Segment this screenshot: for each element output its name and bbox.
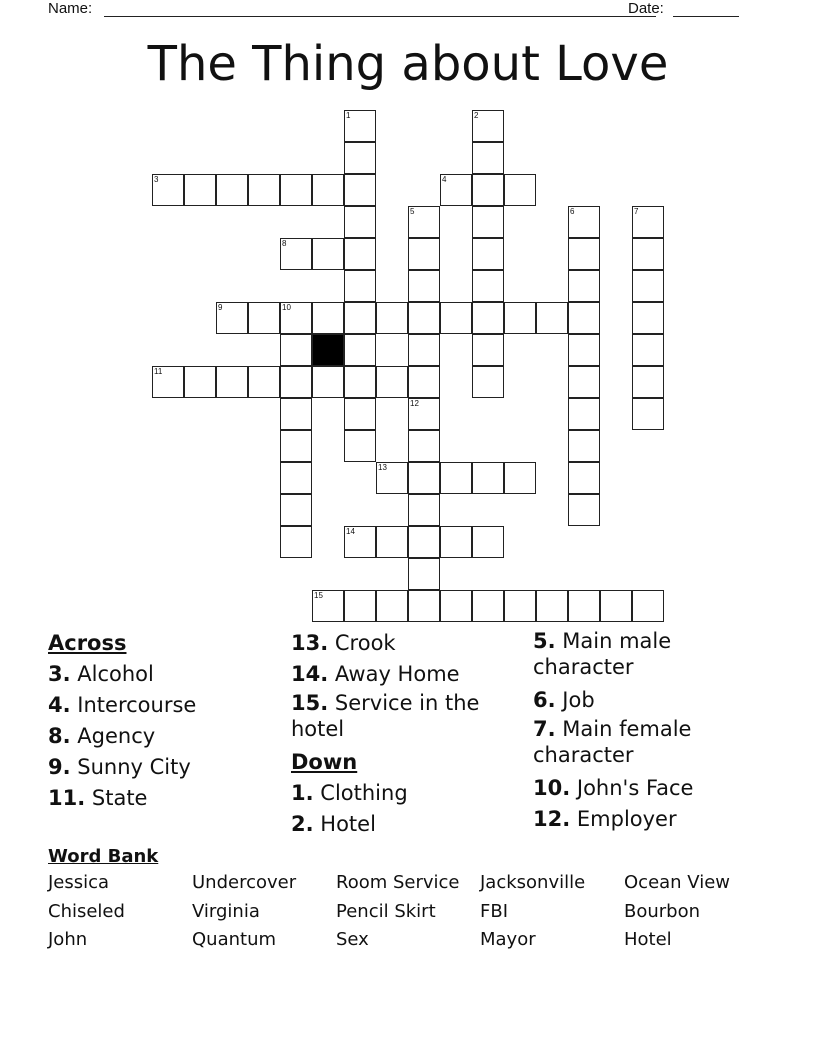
- word-bank-item: Hotel: [624, 929, 672, 950]
- crossword-cell[interactable]: [408, 206, 440, 238]
- crossword-cell[interactable]: [152, 174, 184, 206]
- crossword-cell[interactable]: [344, 142, 376, 174]
- crossword-cell[interactable]: [632, 366, 664, 398]
- crossword-cell[interactable]: [344, 302, 376, 334]
- crossword-cell[interactable]: [344, 366, 376, 398]
- clue-down-5: 5. Main male character: [533, 629, 672, 679]
- crossword-cell[interactable]: [472, 174, 504, 206]
- clue-across-3: 3. Alcohol: [48, 662, 154, 686]
- crossword-cell[interactable]: [312, 174, 344, 206]
- word-bank-item: Pencil Skirt: [336, 900, 436, 922]
- clue-number: 4: [442, 175, 447, 184]
- crossword-cell[interactable]: [472, 206, 504, 238]
- name-label: Name:: [48, 0, 93, 17]
- crossword-cell[interactable]: [280, 302, 312, 334]
- crossword-cell[interactable]: [408, 334, 440, 366]
- crossword-cell[interactable]: [408, 366, 440, 398]
- clue-down-12: 12. Employer: [533, 807, 677, 831]
- crossword-cell[interactable]: [632, 398, 664, 430]
- crossword-cell[interactable]: [440, 174, 472, 206]
- word-bank-item: Undercover: [192, 872, 297, 893]
- word-bank-item: John: [48, 929, 88, 950]
- clue-number: 3: [154, 175, 159, 184]
- crossword-cell[interactable]: [248, 174, 280, 206]
- crossword-cell[interactable]: [632, 590, 664, 622]
- crossword-cell[interactable]: [376, 462, 408, 494]
- crossword-cell[interactable]: [536, 302, 568, 334]
- word-bank-title: Word Bank: [48, 846, 159, 867]
- crossword-cell[interactable]: [504, 462, 536, 494]
- crossword-cell[interactable]: [568, 366, 600, 398]
- crossword-cell[interactable]: [312, 302, 344, 334]
- word-bank-item: Mayor: [480, 929, 536, 950]
- word-bank-item: Chiseled: [48, 900, 125, 922]
- word-bank-item: Jessica: [48, 872, 110, 893]
- crossword-cell[interactable]: [632, 238, 664, 270]
- crossword-cell[interactable]: [344, 430, 376, 462]
- crossword-cell[interactable]: [280, 526, 312, 558]
- word-bank-item: Virginia: [192, 900, 260, 922]
- clue-down-7: 7. Main female character: [533, 717, 692, 767]
- clue-number: 12: [410, 399, 419, 408]
- crossword-cell[interactable]: [472, 334, 504, 366]
- clue-number: 9: [218, 303, 223, 312]
- crossword-cell[interactable]: [632, 334, 664, 366]
- clue-number: 13: [378, 463, 387, 472]
- crossword-cell[interactable]: [568, 238, 600, 270]
- crossword-cell[interactable]: [600, 590, 632, 622]
- crossword-cell[interactable]: [280, 238, 312, 270]
- crossword-cell[interactable]: [472, 590, 504, 622]
- crossword-cell[interactable]: [312, 590, 344, 622]
- crossword-cell[interactable]: [344, 174, 376, 206]
- crossword-cell[interactable]: [568, 590, 600, 622]
- crossword-cell[interactable]: [408, 558, 440, 590]
- crossword-cell[interactable]: [280, 174, 312, 206]
- crossword-black-cell: [312, 334, 344, 366]
- crossword-cell[interactable]: [216, 366, 248, 398]
- crossword-cell[interactable]: [248, 302, 280, 334]
- crossword-cell[interactable]: [568, 334, 600, 366]
- crossword-cell[interactable]: [504, 302, 536, 334]
- crossword-cell[interactable]: [472, 238, 504, 270]
- crossword-cell[interactable]: [408, 430, 440, 462]
- clue-number: 2: [474, 111, 479, 120]
- clue-across-15: 15. Service in the hotel: [291, 691, 480, 741]
- crossword-cell[interactable]: [408, 238, 440, 270]
- clue-down-1: 1. Clothing: [291, 781, 408, 805]
- crossword-cell[interactable]: [472, 462, 504, 494]
- word-bank-item: Sex: [336, 929, 369, 950]
- crossword-cell[interactable]: [472, 142, 504, 174]
- crossword-cell[interactable]: [632, 302, 664, 334]
- crossword-cell[interactable]: [184, 174, 216, 206]
- date-label: Date:: [628, 0, 664, 17]
- word-bank-item: Bourbon: [624, 900, 701, 922]
- crossword-cell[interactable]: [184, 366, 216, 398]
- clue-number: 15: [314, 591, 323, 600]
- crossword-cell[interactable]: [504, 590, 536, 622]
- crossword-cell[interactable]: [280, 398, 312, 430]
- crossword-cell[interactable]: [408, 398, 440, 430]
- crossword-cell[interactable]: [344, 590, 376, 622]
- crossword-cell[interactable]: [376, 302, 408, 334]
- clue-across-14: 14. Away Home: [291, 662, 460, 686]
- crossword-cell[interactable]: [344, 238, 376, 270]
- word-bank-item: FBI: [480, 900, 509, 922]
- crossword-cell[interactable]: [344, 206, 376, 238]
- clues-column-1: [48, 628, 278, 814]
- clue-down-10: 10. John's Face: [533, 776, 694, 800]
- crossword-cell[interactable]: [568, 462, 600, 494]
- crossword-cell[interactable]: [344, 270, 376, 302]
- clue-number: 7: [634, 207, 639, 216]
- crossword-cell[interactable]: [408, 526, 440, 558]
- crossword-cell[interactable]: [440, 590, 472, 622]
- crossword-cell[interactable]: [216, 302, 248, 334]
- crossword-cell[interactable]: [376, 590, 408, 622]
- crossword-cell[interactable]: [568, 270, 600, 302]
- crossword-cell[interactable]: [152, 366, 184, 398]
- clues-column-3: [533, 628, 763, 835]
- crossword-cell[interactable]: [248, 366, 280, 398]
- clue-number: 5: [410, 207, 415, 216]
- word-bank-item: Ocean View: [624, 872, 731, 893]
- crossword-cell[interactable]: [280, 462, 312, 494]
- crossword-cell[interactable]: [408, 494, 440, 526]
- crossword-cell[interactable]: [472, 366, 504, 398]
- crossword-cell[interactable]: [472, 270, 504, 302]
- crossword-cell[interactable]: [376, 526, 408, 558]
- word-bank-item: Room Service: [336, 872, 460, 893]
- crossword-cell[interactable]: [440, 526, 472, 558]
- crossword-cell[interactable]: [472, 526, 504, 558]
- clue-across-8: 8. Agency: [48, 724, 156, 748]
- crossword-cell[interactable]: [312, 238, 344, 270]
- crossword-cell[interactable]: [472, 110, 504, 142]
- crossword-cell[interactable]: [568, 302, 600, 334]
- crossword-cell[interactable]: [632, 270, 664, 302]
- crossword-cell[interactable]: [568, 398, 600, 430]
- clue-down-2: 2. Hotel: [291, 812, 376, 836]
- clue-across-4: 4. Intercourse: [48, 693, 197, 717]
- crossword-cell[interactable]: [280, 334, 312, 366]
- clue-number: 8: [282, 239, 287, 248]
- clue-number: 14: [346, 527, 355, 536]
- word-bank-item: Quantum: [192, 929, 277, 950]
- crossword-cell[interactable]: [440, 302, 472, 334]
- crossword-cell[interactable]: [568, 494, 600, 526]
- word-bank-item: Jacksonville: [480, 872, 586, 893]
- crossword-cell[interactable]: [408, 462, 440, 494]
- down-heading: Down: [291, 750, 358, 774]
- clue-number: 11: [154, 367, 163, 376]
- crossword-cell[interactable]: [504, 174, 536, 206]
- crossword-cell[interactable]: [440, 462, 472, 494]
- crossword-cell[interactable]: [280, 430, 312, 462]
- across-heading: Across: [48, 631, 127, 655]
- page-title: The Thing about Love: [147, 36, 669, 92]
- clue-across-11: 11. State: [48, 786, 148, 810]
- crossword-cell[interactable]: [312, 366, 344, 398]
- crossword-cell[interactable]: [216, 174, 248, 206]
- crossword-cell[interactable]: [344, 334, 376, 366]
- crossword-cell[interactable]: [408, 590, 440, 622]
- crossword-cell[interactable]: [568, 430, 600, 462]
- crossword-cell[interactable]: [536, 590, 568, 622]
- clue-number: 1: [346, 111, 351, 120]
- clue-across-13: 13. Crook: [291, 631, 396, 655]
- crossword-cell[interactable]: [472, 302, 504, 334]
- clue-across-9: 9. Sunny City: [48, 755, 191, 779]
- clue-number: 6: [570, 207, 575, 216]
- crossword-cell[interactable]: [568, 206, 600, 238]
- clue-down-6: 6. Job: [533, 688, 595, 712]
- crossword-cell[interactable]: [344, 398, 376, 430]
- crossword-cell[interactable]: [280, 366, 312, 398]
- crossword-cell[interactable]: [408, 270, 440, 302]
- clue-number: 10: [282, 303, 291, 312]
- crossword-cell[interactable]: [280, 494, 312, 526]
- crossword-cell[interactable]: [344, 526, 376, 558]
- crossword-cell[interactable]: [632, 206, 664, 238]
- crossword-cell[interactable]: [408, 302, 440, 334]
- clues-column-2: [291, 628, 521, 840]
- crossword-cell[interactable]: [344, 110, 376, 142]
- crossword-cell[interactable]: [376, 366, 408, 398]
